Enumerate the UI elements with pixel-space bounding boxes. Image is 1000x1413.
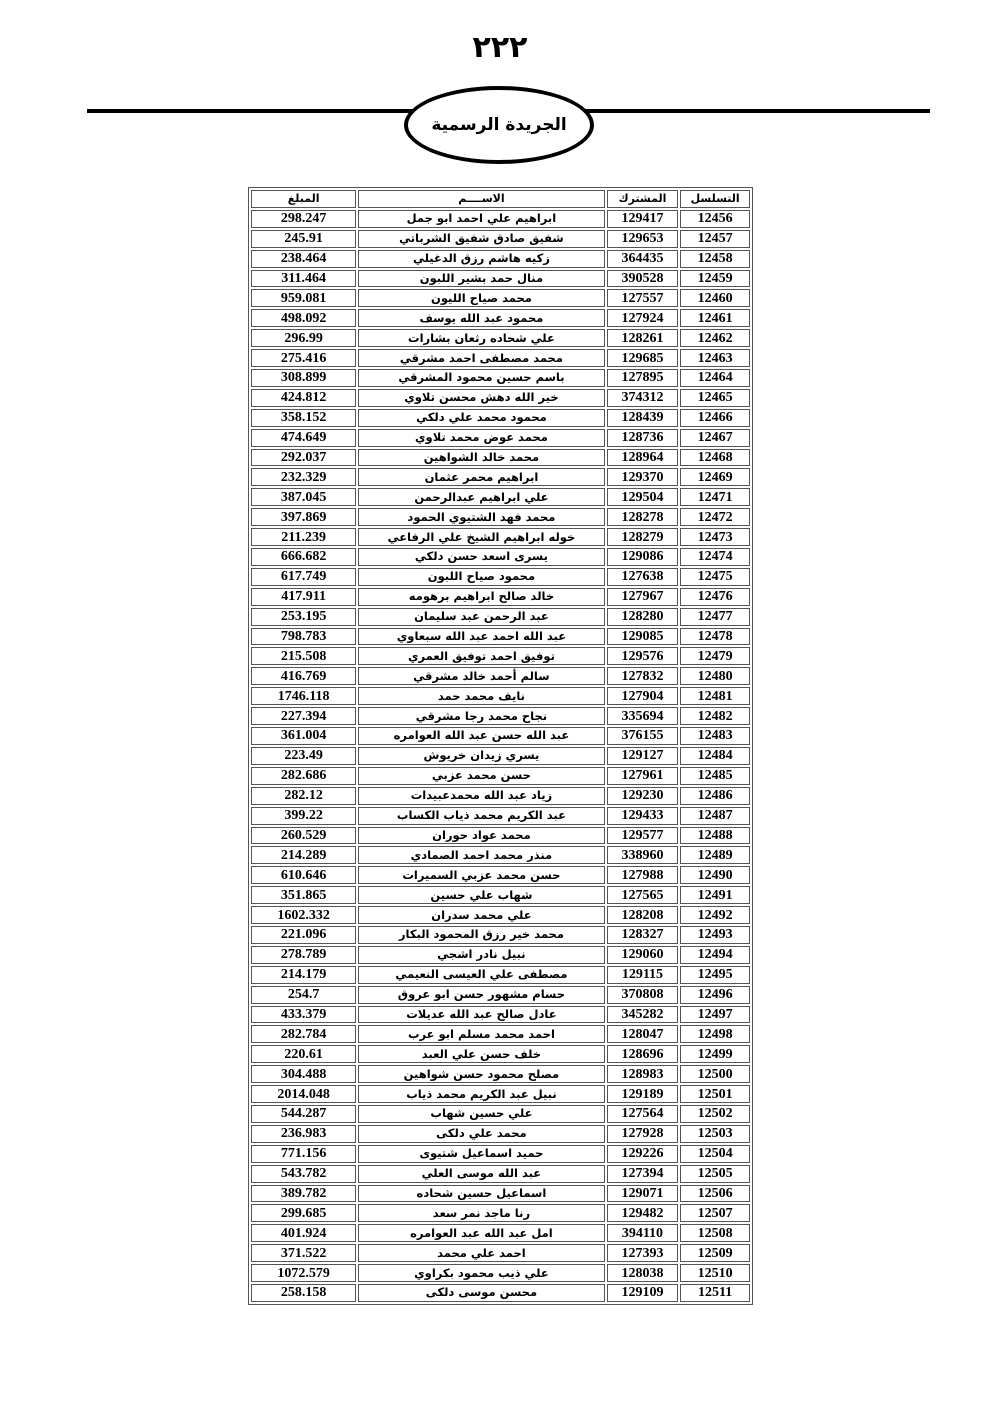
amount-cell: 223.49 [251, 747, 356, 765]
amount-cell: 254.7 [251, 986, 356, 1004]
table-row [251, 986, 750, 1004]
name-cell: عبد الله احمد عبد الله سبعاوي [358, 628, 604, 646]
amount-cell: 298.247 [251, 210, 356, 228]
name-cell: باسم حسين محمود المشرقي [358, 369, 604, 387]
table-row [251, 747, 750, 765]
amount-cell: 1746.118 [251, 687, 356, 705]
table-row [251, 568, 750, 586]
table-row [251, 1006, 750, 1024]
column-header-subscriber: المشترك [607, 190, 679, 208]
amount-cell: 238.464 [251, 250, 356, 268]
subscriber-cell: 129504 [607, 488, 679, 506]
table-row [251, 528, 750, 546]
serial-cell: 12481 [680, 687, 750, 705]
subscriber-cell: 127928 [607, 1125, 679, 1143]
serial-cell: 12482 [680, 707, 750, 725]
serial-cell: 12460 [680, 289, 750, 307]
payments-table [248, 187, 753, 1305]
amount-cell: 2014.048 [251, 1085, 356, 1103]
name-cell: يسري زيدان خريوش [358, 747, 604, 765]
serial-cell: 12463 [680, 349, 750, 367]
amount-cell: 771.156 [251, 1145, 356, 1163]
amount-cell: 282.686 [251, 767, 356, 785]
table-row [251, 309, 750, 327]
name-cell: يسرى اسعد حسن دلكي [358, 548, 604, 566]
table-row [251, 866, 750, 884]
amount-cell: 361.004 [251, 727, 356, 745]
amount-cell: 221.096 [251, 926, 356, 944]
serial-cell: 12493 [680, 926, 750, 944]
serial-cell: 12464 [680, 369, 750, 387]
table-row [251, 369, 750, 387]
table-row [251, 588, 750, 606]
table-row [251, 628, 750, 646]
column-header-serial: التسلسل [680, 190, 750, 208]
subscriber-cell: 128208 [607, 906, 679, 924]
name-cell: شفيق صادق شفيق الشرباتي [358, 230, 604, 248]
name-cell: عبد الكريم محمد ذياب الكساب [358, 807, 604, 825]
subscriber-cell: 129417 [607, 210, 679, 228]
serial-cell: 12502 [680, 1105, 750, 1123]
name-cell: حميد اسماعيل شتيوى [358, 1145, 604, 1163]
amount-cell: 610.646 [251, 866, 356, 884]
serial-cell: 12486 [680, 787, 750, 805]
serial-cell: 12504 [680, 1145, 750, 1163]
name-cell: محمد عوض محمد تلاوي [358, 429, 604, 447]
table-row [251, 647, 750, 665]
serial-cell: 12503 [680, 1125, 750, 1143]
amount-cell: 617.749 [251, 568, 356, 586]
name-cell: محمد خير رزق المحمود البكار [358, 926, 604, 944]
amount-cell: 474.649 [251, 429, 356, 447]
table-row [251, 926, 750, 944]
amount-cell: 214.289 [251, 846, 356, 864]
name-cell: محمد خالد الشواهين [358, 449, 604, 467]
subscriber-cell: 128278 [607, 508, 679, 526]
amount-cell: 258.158 [251, 1284, 356, 1302]
serial-cell: 12489 [680, 846, 750, 864]
subscriber-cell: 127904 [607, 687, 679, 705]
serial-cell: 12474 [680, 548, 750, 566]
serial-cell: 12475 [680, 568, 750, 586]
name-cell: خالد صالح ابراهيم برهومه [358, 588, 604, 606]
serial-cell: 12501 [680, 1085, 750, 1103]
name-cell: محمد مصطفى احمد مشرقي [358, 349, 604, 367]
name-cell: مصلح محمود حسن شواهين [358, 1065, 604, 1083]
amount-cell: 245.91 [251, 230, 356, 248]
table-row [251, 1204, 750, 1222]
table-row [251, 488, 750, 506]
amount-cell: 498.092 [251, 309, 356, 327]
serial-cell: 12496 [680, 986, 750, 1004]
table-row [251, 329, 750, 347]
amount-cell: 308.899 [251, 369, 356, 387]
name-cell: ابراهيم علي احمد ابو جمل [358, 210, 604, 228]
amount-cell: 351.865 [251, 886, 356, 904]
column-header-name: الاســــم [358, 190, 604, 208]
table-row [251, 468, 750, 486]
amount-cell: 401.924 [251, 1224, 356, 1242]
subscriber-cell: 127988 [607, 866, 679, 884]
table-row [251, 727, 750, 745]
amount-cell: 227.394 [251, 707, 356, 725]
name-cell: علي محمد سدران [358, 906, 604, 924]
table-row [251, 667, 750, 685]
name-cell: منذر محمد احمد الصمادي [358, 846, 604, 864]
serial-cell: 12459 [680, 270, 750, 288]
serial-cell: 12472 [680, 508, 750, 526]
name-cell: محمد فهد الشتيوي الحمود [358, 508, 604, 526]
name-cell: توفيق احمد توفيق العمري [358, 647, 604, 665]
serial-cell: 12498 [680, 1025, 750, 1043]
name-cell: حسن محمد عزبي [358, 767, 604, 785]
table-row [251, 250, 750, 268]
amount-cell: 282.12 [251, 787, 356, 805]
amount-cell: 371.522 [251, 1244, 356, 1262]
subscriber-cell: 129576 [607, 647, 679, 665]
amount-cell: 299.685 [251, 1204, 356, 1222]
name-cell: محمد علي دلكى [358, 1125, 604, 1143]
serial-cell: 12485 [680, 767, 750, 785]
subscriber-cell: 129653 [607, 230, 679, 248]
serial-cell: 12491 [680, 886, 750, 904]
amount-cell: 292.037 [251, 449, 356, 467]
subscriber-cell: 127961 [607, 767, 679, 785]
serial-cell: 12457 [680, 230, 750, 248]
table-row [251, 1105, 750, 1123]
subscriber-cell: 374312 [607, 389, 679, 407]
serial-cell: 12466 [680, 409, 750, 427]
table-row [251, 1244, 750, 1262]
name-cell: علي حسين شهاب [358, 1105, 604, 1123]
subscriber-cell: 129230 [607, 787, 679, 805]
table-row [251, 827, 750, 845]
name-cell: خوله ابراهيم الشيخ علي الرفاعي [358, 528, 604, 546]
amount-cell: 959.081 [251, 289, 356, 307]
amount-cell: 214.179 [251, 966, 356, 984]
serial-cell: 12511 [680, 1284, 750, 1302]
name-cell: محسن موسى دلكى [358, 1284, 604, 1302]
name-cell: زكيه هاشم رزق الدغيلي [358, 250, 604, 268]
amount-cell: 232.329 [251, 468, 356, 486]
amount-cell: 399.22 [251, 807, 356, 825]
table-row [251, 906, 750, 924]
serial-cell: 12500 [680, 1065, 750, 1083]
table-row [251, 1185, 750, 1203]
name-cell: نايف محمد حمد [358, 687, 604, 705]
name-cell: علي ذيب محمود بكراوي [358, 1264, 604, 1282]
amount-cell: 211.239 [251, 528, 356, 546]
name-cell: محمد صياح الليون [358, 289, 604, 307]
name-cell: نجاح محمد رجا مشرقي [358, 707, 604, 725]
name-cell: ابراهيم محمر عثمان [358, 468, 604, 486]
serial-cell: 12480 [680, 667, 750, 685]
table-row [251, 1165, 750, 1183]
table-row [251, 548, 750, 566]
subscriber-cell: 129482 [607, 1204, 679, 1222]
serial-cell: 12468 [680, 449, 750, 467]
name-cell: رنا ماجد نمر سعد [358, 1204, 604, 1222]
subscriber-cell: 129370 [607, 468, 679, 486]
serial-cell: 12487 [680, 807, 750, 825]
table-row [251, 846, 750, 864]
subscriber-cell: 129685 [607, 349, 679, 367]
page-number: ٢٢٢ [472, 30, 528, 65]
name-cell: نبيل نادر اشجي [358, 946, 604, 964]
subscriber-cell: 129086 [607, 548, 679, 566]
subscriber-cell: 127924 [607, 309, 679, 327]
amount-cell: 304.488 [251, 1065, 356, 1083]
serial-cell: 12509 [680, 1244, 750, 1262]
table-row [251, 966, 750, 984]
amount-cell: 296.99 [251, 329, 356, 347]
amount-cell: 1602.332 [251, 906, 356, 924]
amount-cell: 253.195 [251, 608, 356, 626]
serial-cell: 12465 [680, 389, 750, 407]
serial-cell: 12467 [680, 429, 750, 447]
name-cell: محمود محمد علي دلكي [358, 409, 604, 427]
table-row [251, 1045, 750, 1063]
name-cell: سالم أحمد خالد مشرقي [358, 667, 604, 685]
serial-cell: 12473 [680, 528, 750, 546]
subscriber-cell: 129127 [607, 747, 679, 765]
amount-cell: 260.529 [251, 827, 356, 845]
table-row [251, 508, 750, 526]
table-row [251, 687, 750, 705]
serial-cell: 12494 [680, 946, 750, 964]
table-header-row [251, 190, 750, 208]
subscriber-cell: 370808 [607, 986, 679, 1004]
serial-cell: 12477 [680, 608, 750, 626]
amount-cell: 282.784 [251, 1025, 356, 1043]
name-cell: زياد عبد الله محمدعبيدات [358, 787, 604, 805]
serial-cell: 12462 [680, 329, 750, 347]
subscriber-cell: 127638 [607, 568, 679, 586]
subscriber-cell: 128279 [607, 528, 679, 546]
amount-cell: 798.783 [251, 628, 356, 646]
serial-cell: 12490 [680, 866, 750, 884]
name-cell: اسماعيل حسين شحاده [358, 1185, 604, 1203]
subscriber-cell: 129109 [607, 1284, 679, 1302]
amount-cell: 358.152 [251, 409, 356, 427]
amount-cell: 387.045 [251, 488, 356, 506]
amount-cell: 417.911 [251, 588, 356, 606]
name-cell: مصطفى علي العيسى النعيمي [358, 966, 604, 984]
table-body [251, 210, 750, 1302]
table-row [251, 210, 750, 228]
name-cell: محمود صياح اللبون [358, 568, 604, 586]
name-cell: خير الله دهش محسن تلاوي [358, 389, 604, 407]
subscriber-cell: 390528 [607, 270, 679, 288]
table-row [251, 349, 750, 367]
serial-cell: 12458 [680, 250, 750, 268]
subscriber-cell: 128983 [607, 1065, 679, 1083]
name-cell: عبد الله حسن عبد الله العوامره [358, 727, 604, 745]
amount-cell: 311.464 [251, 270, 356, 288]
table-row [251, 608, 750, 626]
column-header-amount: المبلغ [251, 190, 356, 208]
name-cell: حسام مشهور حسن ابو عروق [358, 986, 604, 1004]
amount-cell: 275.416 [251, 349, 356, 367]
subscriber-cell: 127565 [607, 886, 679, 904]
subscriber-cell: 129189 [607, 1085, 679, 1103]
table-row [251, 1125, 750, 1143]
table-row [251, 1025, 750, 1043]
serial-cell: 12499 [680, 1045, 750, 1063]
table-row [251, 409, 750, 427]
amount-cell: 543.782 [251, 1165, 356, 1183]
table-row [251, 946, 750, 964]
name-cell: عادل صالح عبد الله عديلات [358, 1006, 604, 1024]
serial-cell: 12469 [680, 468, 750, 486]
amount-cell: 220.61 [251, 1045, 356, 1063]
table-row [251, 1065, 750, 1083]
table-row [251, 886, 750, 904]
amount-cell: 389.782 [251, 1185, 356, 1203]
amount-cell: 424.812 [251, 389, 356, 407]
serial-cell: 12505 [680, 1165, 750, 1183]
serial-cell: 12479 [680, 647, 750, 665]
serial-cell: 12461 [680, 309, 750, 327]
subscriber-cell: 129433 [607, 807, 679, 825]
table-row [251, 1284, 750, 1302]
serial-cell: 12476 [680, 588, 750, 606]
table-row [251, 289, 750, 307]
serial-cell: 12508 [680, 1224, 750, 1242]
subscriber-cell: 364435 [607, 250, 679, 268]
table-row [251, 1224, 750, 1242]
subscriber-cell: 127564 [607, 1105, 679, 1123]
serial-cell: 12471 [680, 488, 750, 506]
name-cell: شهاب علي حسين [358, 886, 604, 904]
amount-cell: 544.287 [251, 1105, 356, 1123]
subscriber-cell: 128280 [607, 608, 679, 626]
subscriber-cell: 345282 [607, 1006, 679, 1024]
subscriber-cell: 335694 [607, 707, 679, 725]
subscriber-cell: 127394 [607, 1165, 679, 1183]
serial-cell: 12456 [680, 210, 750, 228]
subscriber-cell: 129085 [607, 628, 679, 646]
subscriber-cell: 129115 [607, 966, 679, 984]
amount-cell: 666.682 [251, 548, 356, 566]
subscriber-cell: 128261 [607, 329, 679, 347]
subscriber-cell: 338960 [607, 846, 679, 864]
table-row [251, 1085, 750, 1103]
subscriber-cell: 128736 [607, 429, 679, 447]
amount-cell: 278.789 [251, 946, 356, 964]
table-row [251, 1264, 750, 1282]
name-cell: احمد محمد مسلم ابو عرب [358, 1025, 604, 1043]
serial-cell: 12506 [680, 1185, 750, 1203]
name-cell: امل عبد الله عبد العوامره [358, 1224, 604, 1242]
name-cell: منال حمد بشير اللبون [358, 270, 604, 288]
subscriber-cell: 128047 [607, 1025, 679, 1043]
name-cell: محمد عواد حوران [358, 827, 604, 845]
name-cell: علي ابراهيم عبدالرحمن [358, 488, 604, 506]
table-row [251, 707, 750, 725]
subscriber-cell: 376155 [607, 727, 679, 745]
amount-cell: 1072.579 [251, 1264, 356, 1282]
table-row [251, 787, 750, 805]
subscriber-cell: 128327 [607, 926, 679, 944]
serial-cell: 12510 [680, 1264, 750, 1282]
amount-cell: 416.769 [251, 667, 356, 685]
subscriber-cell: 127393 [607, 1244, 679, 1262]
serial-cell: 12488 [680, 827, 750, 845]
subscriber-cell: 129071 [607, 1185, 679, 1203]
name-cell: عبد الله موسى العلي [358, 1165, 604, 1183]
amount-cell: 215.508 [251, 647, 356, 665]
subscriber-cell: 128038 [607, 1264, 679, 1282]
subscriber-cell: 127832 [607, 667, 679, 685]
amount-cell: 236.983 [251, 1125, 356, 1143]
amount-cell: 397.869 [251, 508, 356, 526]
table-row [251, 1145, 750, 1163]
table-row [251, 767, 750, 785]
table-row [251, 230, 750, 248]
name-cell: احمد علي محمد [358, 1244, 604, 1262]
subscriber-cell: 128696 [607, 1045, 679, 1063]
subscriber-cell: 394110 [607, 1224, 679, 1242]
amount-cell: 433.379 [251, 1006, 356, 1024]
serial-cell: 12478 [680, 628, 750, 646]
name-cell: عبد الرحمن عبد سليمان [358, 608, 604, 626]
table-row [251, 429, 750, 447]
subscriber-cell: 129060 [607, 946, 679, 964]
gazette-title-oval [404, 86, 594, 164]
table-row [251, 389, 750, 407]
subscriber-cell: 127895 [607, 369, 679, 387]
serial-cell: 12497 [680, 1006, 750, 1024]
name-cell: محمود عبد الله يوسف [358, 309, 604, 327]
name-cell: حسن محمد عزبي السميرات [358, 866, 604, 884]
gazette-title: الجريدة الرسمية [431, 115, 567, 135]
name-cell: نبيل عبد الكريم محمد ذياب [358, 1085, 604, 1103]
name-cell: علي شحاده رثعان بشارات [358, 329, 604, 347]
serial-cell: 12492 [680, 906, 750, 924]
serial-cell: 12484 [680, 747, 750, 765]
serial-cell: 12495 [680, 966, 750, 984]
subscriber-cell: 128439 [607, 409, 679, 427]
subscriber-cell: 129226 [607, 1145, 679, 1163]
subscriber-cell: 128964 [607, 449, 679, 467]
serial-cell: 12507 [680, 1204, 750, 1222]
serial-cell: 12483 [680, 727, 750, 745]
table-row [251, 449, 750, 467]
name-cell: خلف حسن علي العبد [358, 1045, 604, 1063]
subscriber-cell: 127967 [607, 588, 679, 606]
table-row [251, 270, 750, 288]
table-row [251, 807, 750, 825]
subscriber-cell: 127557 [607, 289, 679, 307]
subscriber-cell: 129577 [607, 827, 679, 845]
